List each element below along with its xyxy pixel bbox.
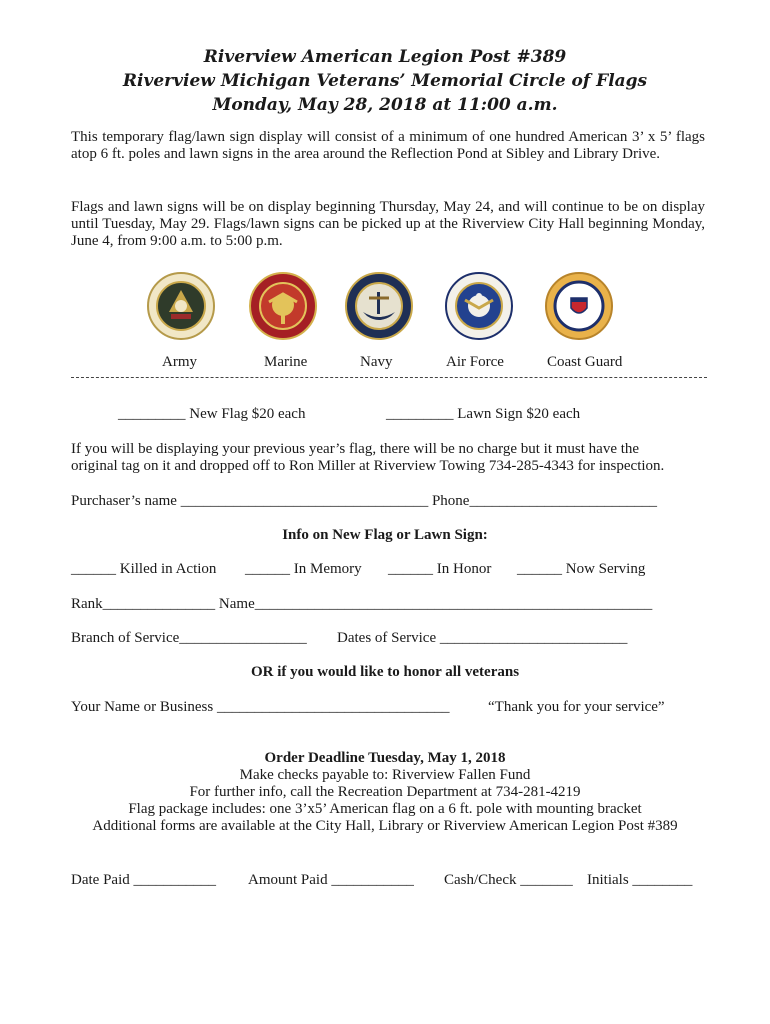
further-info-text: For further info, call the Recreation Department at 734-281-4219 bbox=[189, 784, 581, 800]
flag-package-text: Flag package includes: one 3’x5’ American flag on a 6 ft. pole with mounting bracket bbox=[128, 801, 642, 817]
honor-all-veterans-heading: OR if you would like to honor all veterans bbox=[250, 664, 520, 680]
form-header bbox=[0, 45, 770, 117]
previous-flag-note-line-2: original tag on it and dropped off to Ron Miller at Riverview Towing 734-285-4343 for inspection. bbox=[71, 458, 665, 474]
cash-check-field[interactable]: Cash/Check _______ bbox=[444, 872, 573, 888]
now-serving-field[interactable]: ______ Now Serving bbox=[517, 561, 646, 577]
header-line-2: Riverview Michigan Veterans’ Memorial Circle of Flags bbox=[122, 71, 648, 91]
your-name-business-field[interactable]: Your Name or Business _______________________________ bbox=[71, 699, 450, 715]
lawn-sign-order-field[interactable]: _________ Lawn Sign $20 each bbox=[386, 406, 581, 422]
killed-in-action-field[interactable]: ______ Killed in Action bbox=[71, 561, 217, 577]
in-honor-field[interactable]: ______ In Honor bbox=[388, 561, 492, 577]
thank-you-text: “Thank you for your service” bbox=[488, 699, 665, 715]
branch-of-service-field[interactable]: Branch of Service_________________ bbox=[71, 630, 307, 646]
coast-guard-label: Coast Guard bbox=[547, 354, 623, 370]
navy-seal-icon bbox=[345, 272, 413, 340]
coast-guard-seal-icon bbox=[545, 272, 613, 340]
initials-field[interactable]: Initials ________ bbox=[587, 872, 693, 888]
rank-name-field[interactable]: Rank_______________ Name_____________________________________________________ bbox=[71, 596, 653, 612]
intro-paragraph-1: This temporary flag/lawn sign display will consist of a minimum of one hundred American 3’ x 5’ flags atop 6 ft. poles and lawn signs in the area around the Reflection Pond at Sibley and Library Drive. bbox=[71, 129, 705, 162]
header-line-3: Monday, May 28, 2018 at 11:00 a.m. bbox=[212, 95, 558, 115]
in-memory-field[interactable]: ______ In Memory bbox=[245, 561, 362, 577]
service-seals bbox=[0, 272, 770, 342]
air-force-label: Air Force bbox=[446, 354, 504, 370]
amount-paid-field[interactable]: Amount Paid ___________ bbox=[248, 872, 414, 888]
order-deadline: Order Deadline Tuesday, May 1, 2018 bbox=[264, 750, 506, 766]
info-heading: Info on New Flag or Lawn Sign: bbox=[282, 527, 488, 543]
new-flag-order-field[interactable]: _________ New Flag $20 each bbox=[118, 406, 306, 422]
previous-flag-note-line-1: If you will be displaying your previous year’s flag, there will be no charge but it must have the bbox=[71, 441, 640, 457]
date-paid-field[interactable]: Date Paid ___________ bbox=[71, 872, 216, 888]
purchaser-phone-field[interactable]: Purchaser’s name _________________________________ Phone_________________________ bbox=[71, 493, 657, 509]
army-seal-icon bbox=[147, 272, 215, 340]
checks-payable-text: Make checks payable to: Riverview Fallen Fund bbox=[239, 767, 531, 783]
marine-seal-icon bbox=[249, 272, 317, 340]
navy-label: Navy bbox=[360, 354, 393, 370]
air-force-seal-icon bbox=[445, 272, 513, 340]
army-label: Army bbox=[162, 354, 197, 370]
marine-label: Marine bbox=[264, 354, 308, 370]
header-line-1: Riverview American Legion Post #389 bbox=[203, 47, 567, 67]
intro-paragraph-2: Flags and lawn signs will be on display beginning Thursday, May 24, and will continue to be on display until Tuesday, May 29. Flags/lawn signs can be picked up at the Riverview City Hall beginning Monday, June 4, from 9:00 a.m. to 5:00 p.m. bbox=[71, 199, 705, 249]
dates-of-service-field[interactable]: Dates of Service _________________________ bbox=[337, 630, 628, 646]
cut-line-divider bbox=[71, 377, 707, 378]
additional-forms-text: Additional forms are available at the City Hall, Library or Riverview American Legion Post #389 bbox=[92, 818, 678, 834]
